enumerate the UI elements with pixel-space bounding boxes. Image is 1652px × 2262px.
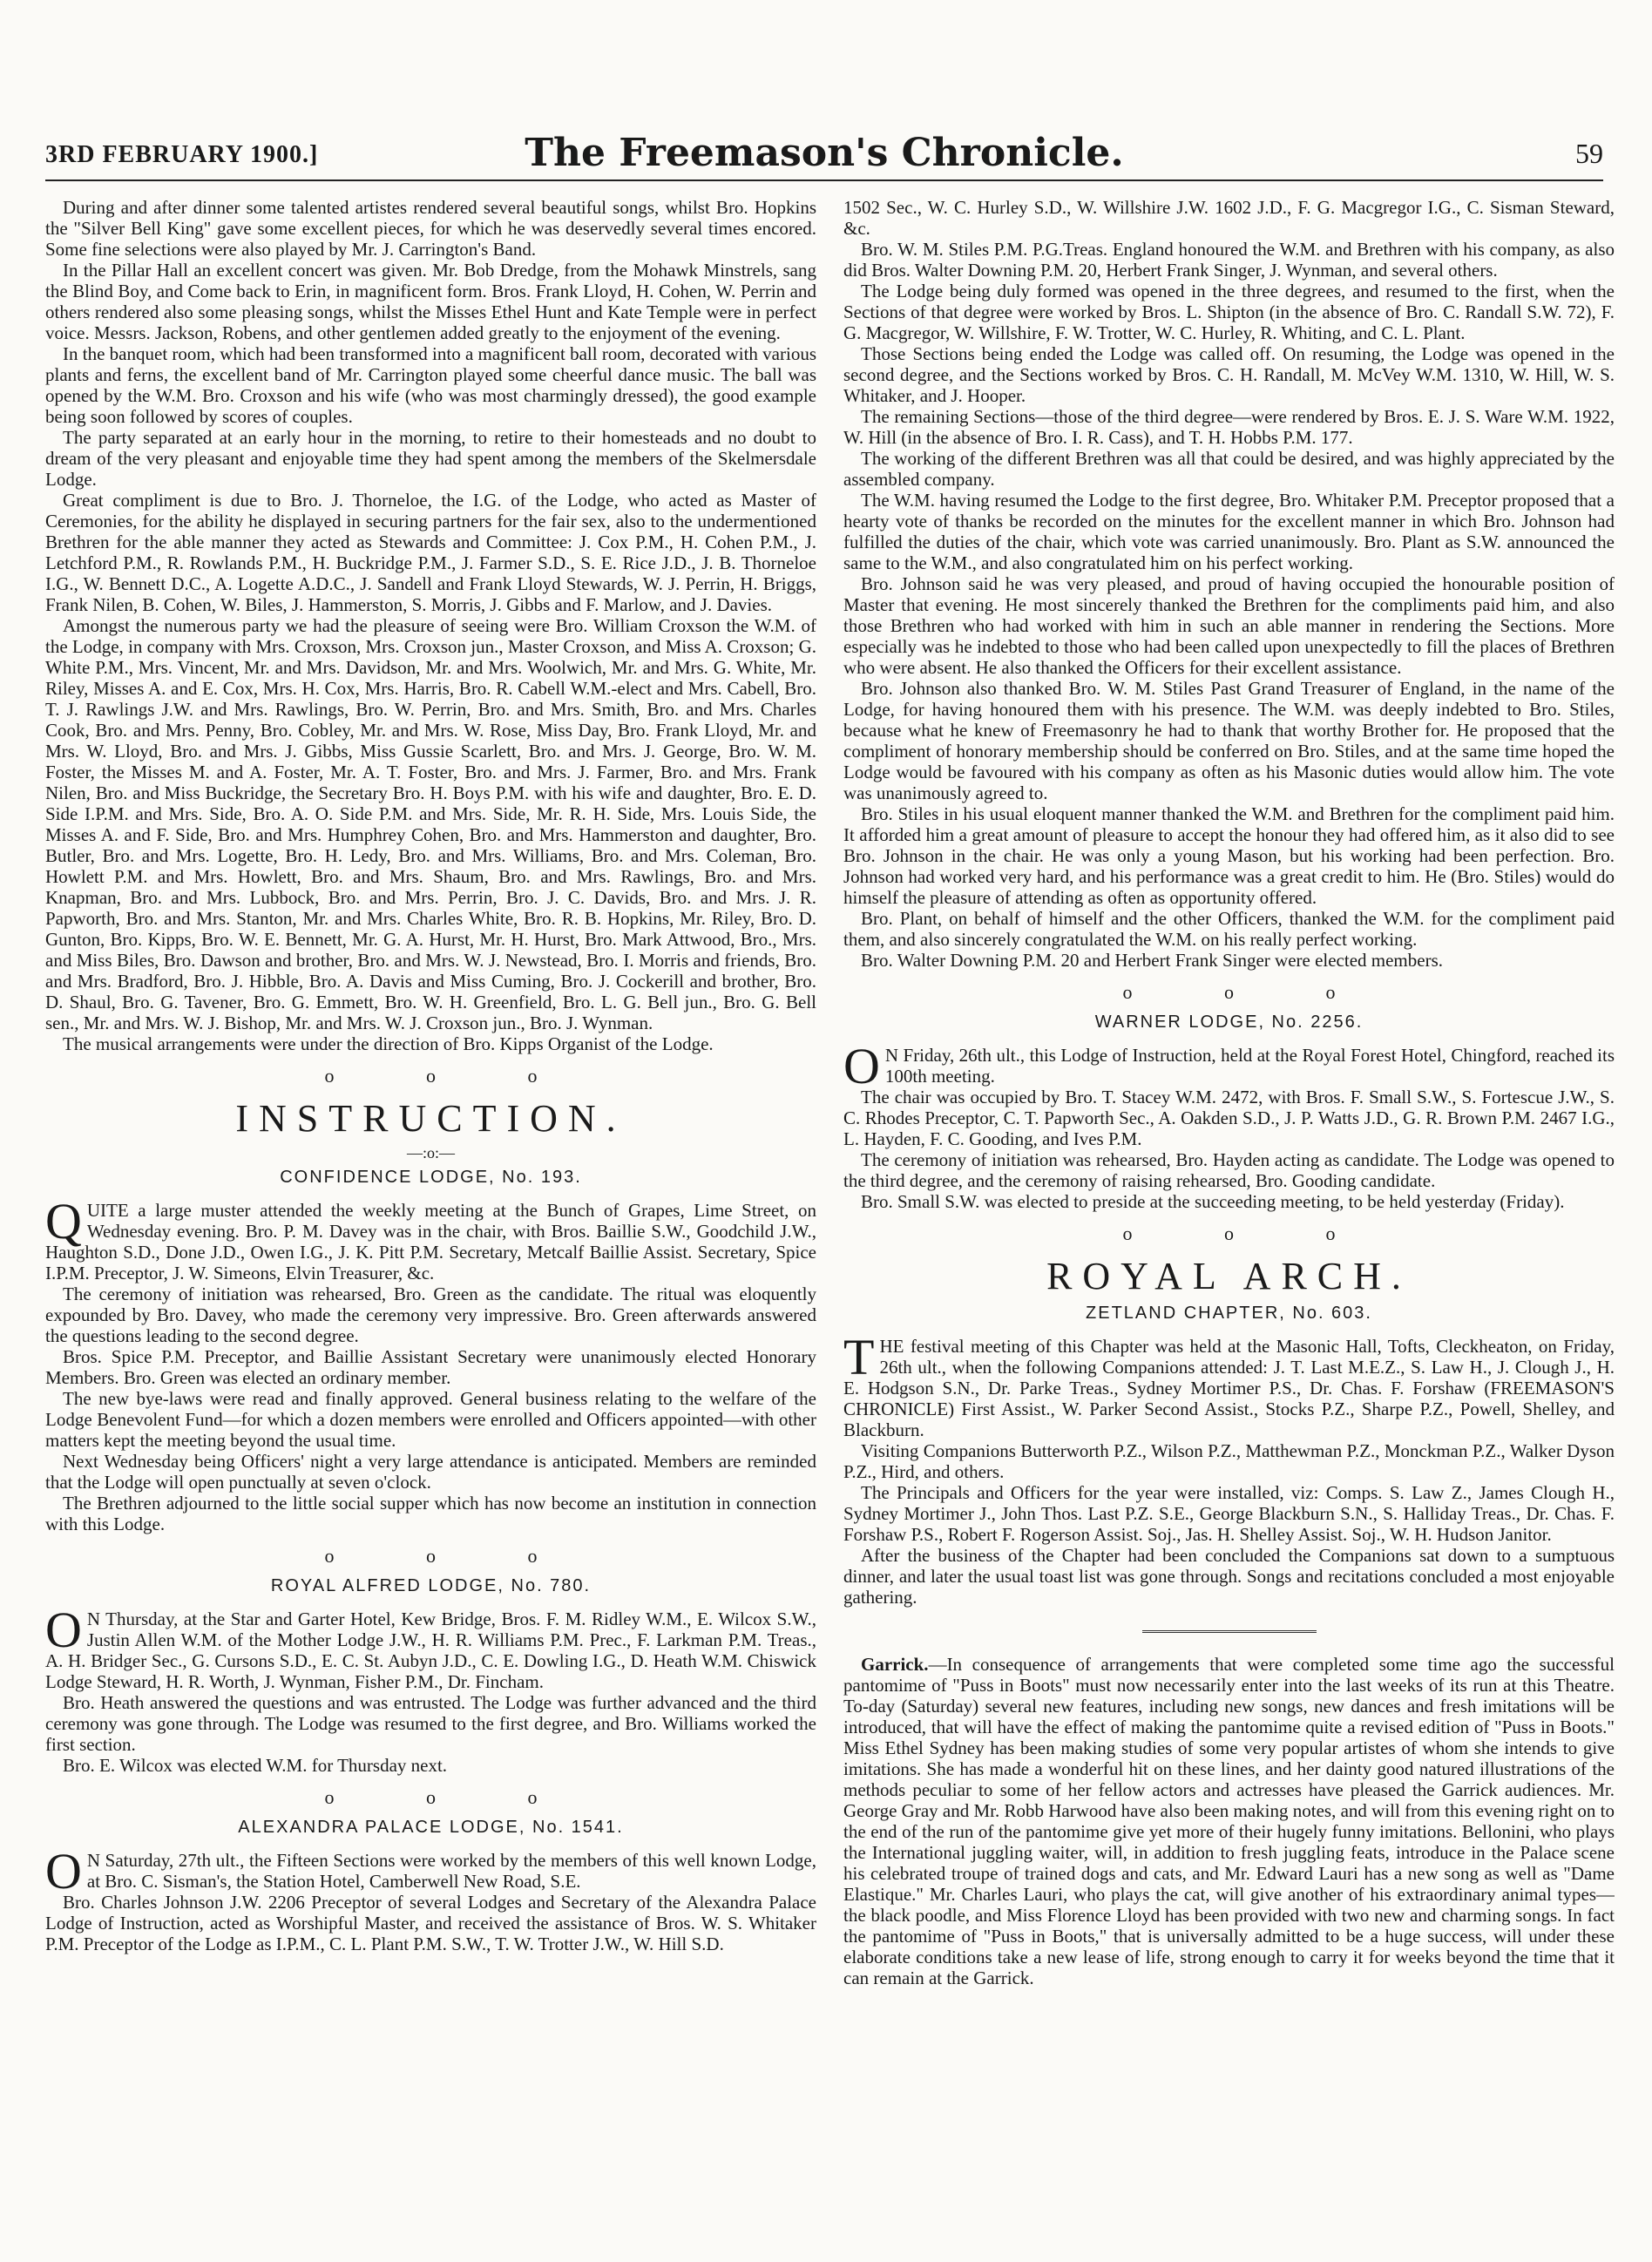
title-divider: —:o:—	[406, 1144, 455, 1161]
drop-cap: T	[843, 1329, 875, 1385]
paragraph: Bro. E. Wilcox was elected W.M. for Thursday next.	[63, 1755, 448, 1776]
paragraph: Amongst the numerous party we had the pleasure of seeing were Bro. William Croxson the W.M. of the Lodge, in company with Mrs. Croxson, Mrs. Croxson jun., Master Croxson, and Miss A. Croxson; G. White P.M., Mrs. Vincent, Mr. and Mrs. Davidson, Mr. and Mrs. Woolwich, Mr. and Mrs. G. White, Mr. Riley, Misses A. and E. Cox, Mrs. H. Cox, Mrs. Harris, Bro. R. Cabell W.M.-elect and Mrs. Cabell, Bro. T. J. Rawlings J.W. and Mrs. Rawlings, Bro. W. Perrin, Bro. and Mrs. Smith, Bro. and Mrs. Charles Cook, Bro. and Mrs. Penny, Bro. Cobley, Mr. and Mrs. W. Rose, Miss Day, Bro. Frank Lloyd, Mr. and Mrs. W. Lloyd, Bro. and Mrs. J. Gibbs, Miss Gussie Scarlett, Bro. and Mrs. J. George, Bro. W. M. Foster, the Misses M. and A. Foster, Mr. A. T. Foster, Bro. and Mrs. J. Farmer, Bro. and Mrs. Frank Nilen, Bro. and Miss Buckridge, the Secretary Bro. H. Boys P.M. with his wife and daughter, Bro. E. D. Side I.P.M. and Mrs. Side, Bro. A. O. Side P.M. and Mrs. Side, Mr. R. H. Side, Mrs. Louis Side, the Misses A. and F. Side, Bro. and Mrs. Humphrey Cohen, Bro. and Mrs. Hammerston and daughter, Bro. Butler, Bro. and Mrs. Logette, Bro. H. Ledy, Bro. and Mrs. Williams, Bro. and Mrs. Coleman, Bro. Howlett P.M. and Mrs. Howlett, Bro. and Mrs. Shaum, Bro. and Mrs. Rawlings, Bro. and Mrs. Knapman, Bro. and Mrs. Lubbock, Bro. and Mrs. Perrin, Bro. J. C. Davids, Bro. and Mrs. J. R. Papworth, Bro. and Mrs. Stanton, Mr. and Mrs. Charles White, Bro. R. B. Hopkins, Mr. Riley, Bro. D. Gunton, Bro. Kipps, Bro. W. E. Bennett, Mr. G. A. Hurst, Mr. H. Hurst, Bro. Mark Attwood, Bro., Mrs. and Miss Biles, Bro. Dawson and brother, Bro. and Mrs. W. J. Newstead, Bro. I. Morris and friends, Bro. and Mrs. Bradford, Bro. J. Hibble, Bro. A. Davis and Miss Cuming, Bro. J. Cockerill and brother, Bro. D. Shaul, Bro. G. Tavener, Bro. G. Emmett, Bro. W. H. Greenfield, Bro. L. G. Bell jun., Bro. G. Bell sen., Mr. and Mrs. W. J. Bishop, Mr. and Mrs. W. J. Croxson jun., Bro. J. Wynman.	[45, 615, 816, 1033]
paragraph: The chair was occupied by Bro. T. Stacey W.M. 2472, with Bros. F. Small S.W., S. Fortescue J.W., S. C. Rhodes Preceptor, C. T. Papworth Sec., A. Oakden S.D., J. P. Watts J.D., G. R. Brown P.M. 2467 I.G., L. Hayden, F. C. Gooding, and Ives P.M.	[843, 1087, 1615, 1149]
paragraph: O N Saturday, 27th ult., the Fifteen Sections were worked by the members of this well known Lodge, at Bro. C. Sisman's, the Station Hotel, Camberwell New Road, S.E.	[45, 1843, 816, 1900]
paragraph: O N Friday, 26th ult., this Lodge of Instruction, held at the Royal Forest Hotel, Chingford, reached its 100th meeting.	[843, 1038, 1615, 1094]
masthead	[45, 127, 1603, 181]
paragraph: The musical arrangements were under the direction of Bro. Kipps Organist of the Lodge.	[63, 1033, 714, 1054]
paragraph: Bro. Stiles in his usual eloquent manner thanked the W.M. and Brethren for the compliment paid him. It afforded him a great amount of pleasure to accept the honour they had offered him, as it also did to see Bro. Johnson in the chair. He was only a young Mason, but his working had been perfection. Bro. Johnson had worked very hard, and his performance was a great credit to him. He (Bro. Stiles) would do himself the pleasure of attending as often as opportunity offered.	[843, 803, 1615, 908]
chapter-heading-zetland: ZETLAND CHAPTER, No. 603.	[1086, 1304, 1372, 1323]
garrick-lead: Garrick.	[861, 1654, 929, 1675]
drop-cap: O	[843, 1038, 880, 1094]
left-column	[45, 197, 816, 2236]
section-ornament: o o o	[1122, 981, 1379, 1003]
paragraph: Garrick.—In consequence of arrangements that were completed some time ago the successful pantomime of "Puss in Boots" must now necessarily enter into the last weeks of its run at this Theatre. To-day (Saturday) several new features, including new songs, new dances and fresh imitations will be introduced, that will have the effect of making the pantomime quite a revised edition of "Puss in Boots." Miss Ethel Sydney has been making studies of some very popular artistes of whom she intends to give imitations. She has made a wonderful hit on these lines, and her dainty good natured illustrations of the methods peculiar to some of her fellow actors and actresses have pleased the Garrick audiences. Mr. George Gray and Mr. Robb Harwood have also been making notes, and will from this evening right on to the end of the run of the pantomime give yet more of their hugely funny imitations. Bellonini, who plays the International juggling waiter, will, in addition to fresh juggling feats, introduce in the Palace scene his celebrated troupe of trained dogs and cats, and Mr. Edward Lauri has a new song as well as "Dame Elastique." Mr. Charles Lauri, who plays the cat, will give another of his extraordinary animal types—the black poodle, and Miss Florence Lloyd has been provided with two new and charming songs. In fact the pantomime of "Puss in Boots," that is universally admitted to be a huge success, will under these elaborate conditions take a new lease of life, strong enough to carry it for weeks beyond the time that it can remain at the Garrick.	[843, 1654, 1615, 1988]
section-title-instruction: INSTRUCTION.	[235, 1097, 626, 1140]
right-column	[843, 197, 1615, 2236]
section-ornament: o o o	[324, 1065, 581, 1087]
paragraph: The Brethren adjourned to the little social supper which has now become an institution in connection with this Lodge.	[45, 1493, 816, 1534]
section-ornament: o o o	[324, 1545, 581, 1567]
lodge-heading-confidence: CONFIDENCE LODGE, No. 193.	[280, 1168, 582, 1187]
paragraph: Bro. Charles Johnson J.W. 2206 Preceptor of several Lodges and Secretary of the Alexandra Palace Lodge of Instruction, acted as Worshipful Master, and received the assistance of Bros. W. S. Whitaker P.M. Preceptor of the Lodge as I.P.M., C. L. Plant P.M. S.W., T. W. Trotter J.W., W. Hill S.D.	[45, 1892, 816, 1954]
lodge-heading-royal-alfred: ROYAL ALFRED LODGE, No. 780.	[270, 1576, 592, 1595]
paragraph: QUITE a large muster attended the weekly meeting at the Bunch of Grapes, Lime Street, on Wednesday evening. Bro. P. M. Davey was in the chair, with Bros. Baillie S.W., Goodchild J.W., Haughton S.D., Done J.D., Owen I.G., J. K. Pitt P.M. Secretary, Metcalf Baillie Assist. Secretary, Spice I.P.M. Preceptor, J. W. Simeons, Elvin Treasurer, &c.	[45, 1193, 816, 1283]
paragraph: During and after dinner some talented artistes rendered several beautiful songs, whilst Bro. Hopkins the "Silver Bell King" gave some excellent pieces, for which he was deservedly several times encored. Some fine selections were also played by Mr. J. Carrington's Band.	[45, 197, 816, 260]
paragraph: Bro. Plant, on behalf of himself and the other Officers, thanked the W.M. for the compliment paid them, and also sincerely congratulated the W.M. on his really perfect working.	[843, 908, 1615, 950]
issue-date: 3RD FEBRUARY 1900.]	[45, 141, 319, 168]
paragraph: The remaining Sections—those of the third degree—were rendered by Bros. E. J. S. Ware W.M. 1922, W. Hill (in the absence of Bro. I. R. Cass), and T. H. Hobbs P.M. 177.	[843, 406, 1615, 448]
paragraph: In the banquet room, which had been transformed into a magnificent ball room, decorated with various plants and ferns, the excellent band of Mr. Carrington played some cheerful dance music. The ball was opened by the W.M. Bro. Croxson and his wife (who was most charmingly dressed), the good example being soon followed by scores of couples.	[45, 343, 816, 427]
drop-cap: O	[45, 1843, 82, 1900]
paragraph: The new bye-laws were read and finally approved. General business relating to the welfare of the Lodge Benevolent Fund—for which a dozen members were enrolled and Officers appointed—with other matters kept the meeting beyond the usual time.	[45, 1388, 816, 1451]
paragraph: Bros. Spice P.M. Preceptor, and Baillie Assistant Secretary were unanimously elected Honorary Members. Bro. Green was elected an ordinary member.	[45, 1346, 816, 1388]
section-ornament: o o o	[324, 1786, 581, 1808]
lodge-heading-alexandra-palace: ALEXANDRA PALACE LODGE, No. 1541.	[238, 1818, 624, 1837]
paragraph: Bro. Johnson said he was very pleased, and proud of having occupied the honourable position of Master that evening. He most sincerely thanked the Brethren for the compliments paid him, and also those Brethren who had worked with him in such an able manner in rendering the Sections. More especially was he indebted to those who had been called upon unexpectedly to fill the places of Brethren who were absent. He also thanked the Officers for their excellent assistance.	[843, 573, 1615, 678]
paragraph: The party separated at an early hour in the morning, to retire to their homesteads and no doubt to dream of the very pleasant and enjoyable time they had spent among the members of the Skelmersdale Lodge.	[45, 427, 816, 490]
paragraph: The Principals and Officers for the year were installed, viz: Comps. S. Law Z., James Clough H., Sydney Mortimer J., John Thos. Last P.Z. S.E., George Blackburn S.N., S. Halliday Treas., Dr. Chas. F. Forshaw P.S., Robert F. Rogerson Assist. Soj., Jas. H. Shelley Assist. Soj., W. H. Hudson Janitor.	[843, 1482, 1615, 1545]
paragraph: In the Pillar Hall an excellent concert was given. Mr. Bob Dredge, from the Mohawk Minstrels, sang the Blind Boy, and Come back to Erin, in magnificent form. Bros. Frank Lloyd, H. Cohen, W. Perrin and others rendered also some pleasing songs, whilst the Misses Ethel Hunt and Kate Temple were in perfect voice. Messrs. Jackson, Robens, and other gentlemen added greatly to the enjoyment of the evening.	[45, 260, 816, 343]
paragraph: 1502 Sec., W. C. Hurley S.D., W. Willshire J.W. 1602 J.D., F. G. Macgregor I.G., C. Sisman Steward, &c.	[843, 197, 1615, 239]
drop-cap: O	[45, 1602, 82, 1658]
newspaper-title: The Freemason's Chronicle.	[525, 131, 1124, 175]
drop-cap: Q	[45, 1193, 82, 1250]
paragraph: After the business of the Chapter had been concluded the Companions sat down to a sumptuous dinner, and later the usual toast list was gone through. Songs and recitations concluded a most enjoyable gathering.	[843, 1545, 1615, 1608]
paragraph: The Lodge being duly formed was opened in the three degrees, and resumed to the first, when the Sections of that degree were worked by Bros. L. Shipton (in the absence of Bro. C. Randall S.W. 72), F. G. Macgregor, W. Willshire, F. W. Trotter, W. C. Hurley, R. Whiting, and C. L. Plant.	[843, 281, 1615, 343]
paragraph: THE festival meeting of this Chapter was held at the Masonic Hall, Tofts, Cleckheaton, on Friday, 26th ult., when the following Companions attended: J. T. Last M.E.Z., S. Law H., J. Clough J., H. E. Hodgson S.N., Dr. Parke Treas., Sydney Mortimer P.S., Dr. Chas. F. Forshaw (FREEMASON'S CHRONICLE) First Assist., W. Parker Second Assist., Stocks P.Z., Sharpe P.Z., Powell, Shelley, and Blackburn.	[843, 1329, 1615, 1440]
paragraph: The ceremony of initiation was rehearsed, Bro. Green as the candidate. The ritual was eloquently expounded by Bro. Davey, who made the ceremony very impressive. Bro. Green afterwards answered the questions leading to the second degree.	[45, 1283, 816, 1346]
paragraph: Those Sections being ended the Lodge was called off. On resuming, the Lodge was opened in the second degree, and the Sections worked by Bros. C. H. Randall, M. McVey W.M. 1310, W. Hill, W. S. Whitaker, and J. Hooper.	[843, 343, 1615, 406]
page-number: 59	[1575, 138, 1603, 169]
paragraph: Bro. Small S.W. was elected to preside at the succeeding meeting, to be held yesterday (Friday).	[861, 1191, 1565, 1212]
paragraph: Bro. Walter Downing P.M. 20 and Herbert Frank Singer were elected members.	[861, 950, 1444, 971]
paragraph: Bro. W. M. Stiles P.M. P.G.Treas. England honoured the W.M. and Brethren with his company, as also did Bros. Walter Downing P.M. 20, Herbert Frank Singer, J. Wynman, and several others.	[843, 239, 1615, 281]
paragraph: The ceremony of initiation was rehearsed, Bro. Hayden acting as candidate. The Lodge was opened to the third degree, and the ceremony of raising rehearsed, Bro. Gooding candidate.	[843, 1149, 1615, 1191]
paragraph: The working of the different Brethren was all that could be desired, and was highly appreciated by the assembled company.	[843, 448, 1615, 490]
paragraph: O N Thursday, at the Star and Garter Hotel, Kew Bridge, Bros. F. M. Ridley W.M., E. Wilcox S.W., Justin Allen W.M. of the Mother Lodge J.W., H. R. Williams P.M. Prec., F. Larkman P.M. Treas., A. H. Bridger Sec., G. Cursons S.D., E. C. St. Aubyn J.D., C. E. Dowling I.G., D. Heath W.M. Chiswick Lodge Steward, H. R. Worth, J. Wynman, Fisher P.M., Dr. Fincham.	[45, 1602, 816, 1692]
lodge-heading-warner: WARNER LODGE, No. 2256.	[1094, 1012, 1364, 1032]
paragraph: Great compliment is due to Bro. J. Thorneloe, the I.G. of the Lodge, who acted as Master of Ceremonies, for the ability he displayed in securing partners for the fair sex, also to the undermentioned Brethren for the able manner they acted as Stewards and Committee: J. Cox P.M., H. Cohen P.M., J. Letchford P.M., R. Rowlands P.M., H. Buckridge P.M., J. Farmer S.D., S. E. Rice J.D., J. B. Thorneloe I.G., W. Bennett D.C., A. Logette A.D.C., J. Sandell and Frank Lloyd Stewards, W. J. Perrin, H. Briggs, Frank Nilen, B. Cohen, W. Biles, J. Hammerston, S. Morris, J. Gibbs and F. Marlow, and J. Davies.	[45, 490, 816, 615]
section-title-royal-arch: ROYAL ARCH.	[1046, 1255, 1412, 1297]
paragraph: The W.M. having resumed the Lodge to the first degree, Bro. Whitaker P.M. Preceptor proposed that a hearty vote of thanks be recorded on the minutes for the excellent manner in which Bro. Johnson had fulfilled the duties of the chair, which vote was carried unanimously. Bro. Plant as S.W. announced the same to the W.M., and also congratulated him on his perfect working.	[843, 490, 1615, 573]
paragraph: Visiting Companions Butterworth P.Z., Wilson P.Z., Matthewman P.Z., Monckman P.Z., Walker Dyson P.Z., Hird, and others.	[843, 1440, 1615, 1482]
paragraph: Bro. Johnson also thanked Bro. W. M. Stiles Past Grand Treasurer of England, in the name of the Lodge, for having honoured them with his presence. The W.M. was deeply indebted to Bro. Stiles, because what he knew of Freemasonry he had to thank that worthy Brother for. He proposed that the compliment of honorary membership should be conferred on Bro. Stiles, and at the same time hoped the Lodge would be favoured with his company as often as his Masonic duties would allow him. The vote was unanimously agreed to.	[843, 678, 1615, 803]
paragraph: Bro. Heath answered the questions and was entrusted. The Lodge was further advanced and the third ceremony was gone through. The Lodge was resumed to the first degree, and Bro. Williams worked the first section.	[45, 1692, 816, 1755]
section-ornament: o o o	[1122, 1222, 1379, 1244]
paragraph: Next Wednesday being Officers' night a very large attendance is anticipated. Members are reminded that the Lodge will open punctually at seven o'clock.	[45, 1451, 816, 1493]
section-rule	[1142, 1630, 1317, 1633]
